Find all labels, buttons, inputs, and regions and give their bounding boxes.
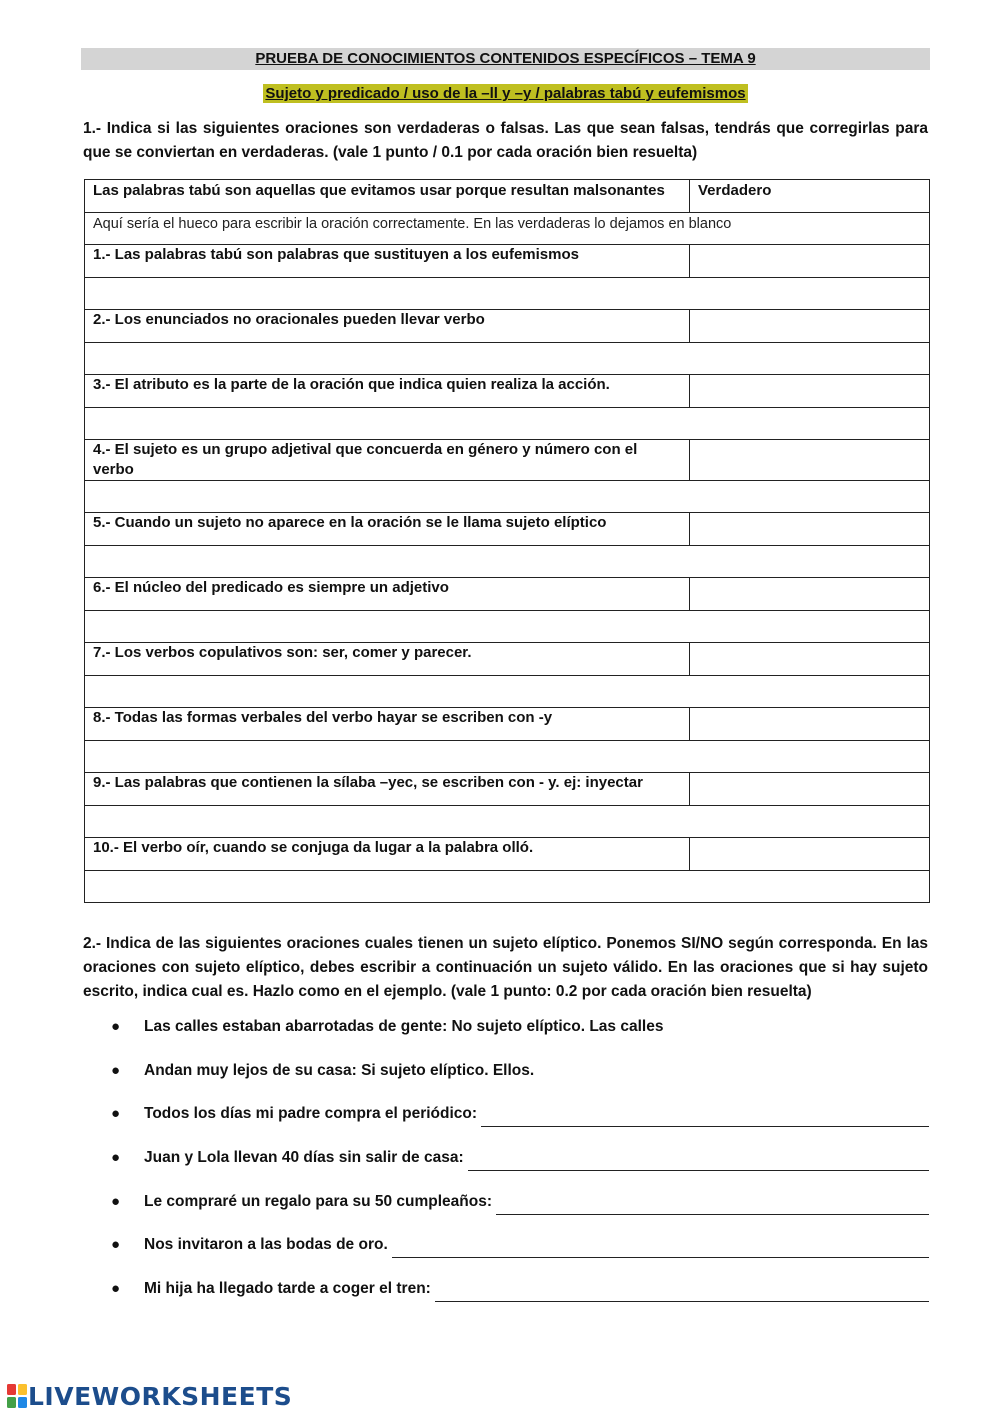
list-item [109,1014,929,1058]
subject-exercise-list [109,1014,929,1320]
example-sentence: Andan muy lejos de su casa: Si sujeto elíptico. Ellos. [144,1061,535,1079]
correction-cell[interactable] [85,343,930,375]
true-false-table [84,179,930,903]
true-false-answer-cell[interactable] [690,513,930,546]
statement-row [85,440,930,481]
correction-cell[interactable] [85,278,930,310]
statement-row [85,643,930,676]
subtitle-wrapper [81,84,930,103]
list-item [109,1232,929,1276]
statement-text: 9.- Las palabras que contienen la sílaba –yec, se escriben con - y. ej: inyectar [85,773,690,806]
exercise-sentence: Todos los días mi padre compra el periódico: [144,1105,478,1123]
statement-row [85,310,930,343]
blocks-icon [6,1383,28,1409]
statement-row [85,578,930,611]
bullet-icon: ● [111,1061,121,1079]
example-row [85,180,930,213]
statement-text: 2.- Los enunciados no oracionales pueden llevar verbo [85,310,690,343]
example-statement: Las palabras tabú son aquellas que evitamos usar porque resultan malsonantes [85,180,690,213]
bullet-icon: ● [111,1192,121,1210]
statement-text: 7.- Los verbos copulativos son: ser, comer y parecer. [85,643,690,676]
list-item [109,1101,929,1145]
statement-text: 1.- Las palabras tabú son palabras que sustituyen a los eufemismos [85,245,690,278]
true-false-answer-cell[interactable] [690,773,930,806]
statement-row [85,513,930,546]
bullet-icon: ● [111,1236,121,1254]
statement-row [85,245,930,278]
statement-row [85,708,930,741]
list-item [109,1058,929,1102]
true-false-answer-cell[interactable] [690,643,930,676]
true-false-answer-cell[interactable] [690,708,930,741]
statement-text: 10.- El verbo oír, cuando se conjuga da lugar a la palabra olló. [85,838,690,871]
bullet-icon: ● [111,1018,121,1035]
statement-row [85,375,930,408]
bullet-icon: ● [111,1105,121,1123]
bullet-icon: ● [111,1149,121,1167]
page-title: PRUEBA DE CONOCIMIENTOS CONTENIDOS ESPECÍFICOS – TEMA 9 [81,48,930,70]
logo-text: LIVEWORKSHEETS [28,1381,293,1411]
example-sentence: Las calles estaban abarrotadas de gente: No sujeto elíptico. Las calles [144,1018,664,1035]
correction-cell[interactable] [85,676,930,708]
correction-cell[interactable] [85,546,930,578]
statement-text: 6.- El núcleo del predicado es siempre un adjetivo [85,578,690,611]
example-correction-row [85,213,930,245]
true-false-answer-cell[interactable] [690,578,930,611]
answer-line[interactable] [435,1283,929,1302]
true-false-answer-cell[interactable] [690,245,930,278]
list-item [109,1276,929,1320]
liveworksheets-logo[interactable] [6,1381,292,1411]
exercise-sentence: Le compraré un regalo para su 50 cumpleaños: [144,1192,493,1210]
statement-text: 3.- El atributo es la parte de la oración que indica quien realiza la acción. [85,375,690,408]
true-false-answer-cell[interactable] [690,375,930,408]
correction-cell[interactable] [85,741,930,773]
answer-line[interactable] [496,1196,929,1215]
answer-line[interactable] [468,1152,929,1171]
correction-cell[interactable] [85,408,930,440]
statement-text: 8.- Todas las formas verbales del verbo hayar se escriben con -y [85,708,690,741]
correction-cell[interactable] [85,481,930,513]
statement-row [85,773,930,806]
true-false-answer-cell[interactable] [690,838,930,871]
section2-instructions: 2.- Indica de las siguientes oraciones cuales tienen un sujeto elíptico. Ponemos SI/NO según corresponda. En las oraciones con sujeto elíptico, debes escribir a continuación un sujeto válido. En las oraciones que si hay sujeto escrito, indica cual es. Hazlo como en el ejemplo. (vale 1 punto: 0.2 por cada oración bien resuelta) [83,935,928,1000]
exercise-sentence: Juan y Lola llevan 40 días sin salir de casa: [144,1149,464,1167]
list-item [109,1145,929,1189]
page-subtitle: Sujeto y predicado / uso de la –ll y –y / palabras tabú y eufemismos [265,85,746,102]
list-item [109,1189,929,1233]
answer-line[interactable] [392,1239,929,1258]
example-answer: Verdadero [690,180,930,213]
exercise-sentence: Nos invitaron a las bodas de oro. [144,1236,388,1254]
statement-row [85,838,930,871]
true-false-answer-cell[interactable] [690,440,930,481]
correction-cell[interactable] [85,611,930,643]
true-false-answer-cell[interactable] [690,310,930,343]
exercise-sentence: Mi hija ha llegado tarde a coger el tren: [144,1280,431,1298]
bullet-icon: ● [111,1280,121,1298]
correction-cell[interactable] [85,871,930,903]
statement-text: 5.- Cuando un sujeto no aparece en la oración se le llama sujeto elíptico [85,513,690,546]
answer-line[interactable] [481,1108,929,1127]
section1-instructions: 1.- Indica si las siguientes oraciones son verdaderas o falsas. Las que sean falsas, tendrás que corregirlas para que se conviertan en verdaderas. (vale 1 punto / 0.1 por cada oración bien resuelta) [83,120,928,161]
statement-text: 4.- El sujeto es un grupo adjetival que concuerda en género y número con el verbo [85,440,690,481]
correction-cell[interactable] [85,806,930,838]
example-note: Aquí sería el hueco para escribir la oración correctamente. En las verdaderas lo dejamos en blanco [85,213,930,245]
